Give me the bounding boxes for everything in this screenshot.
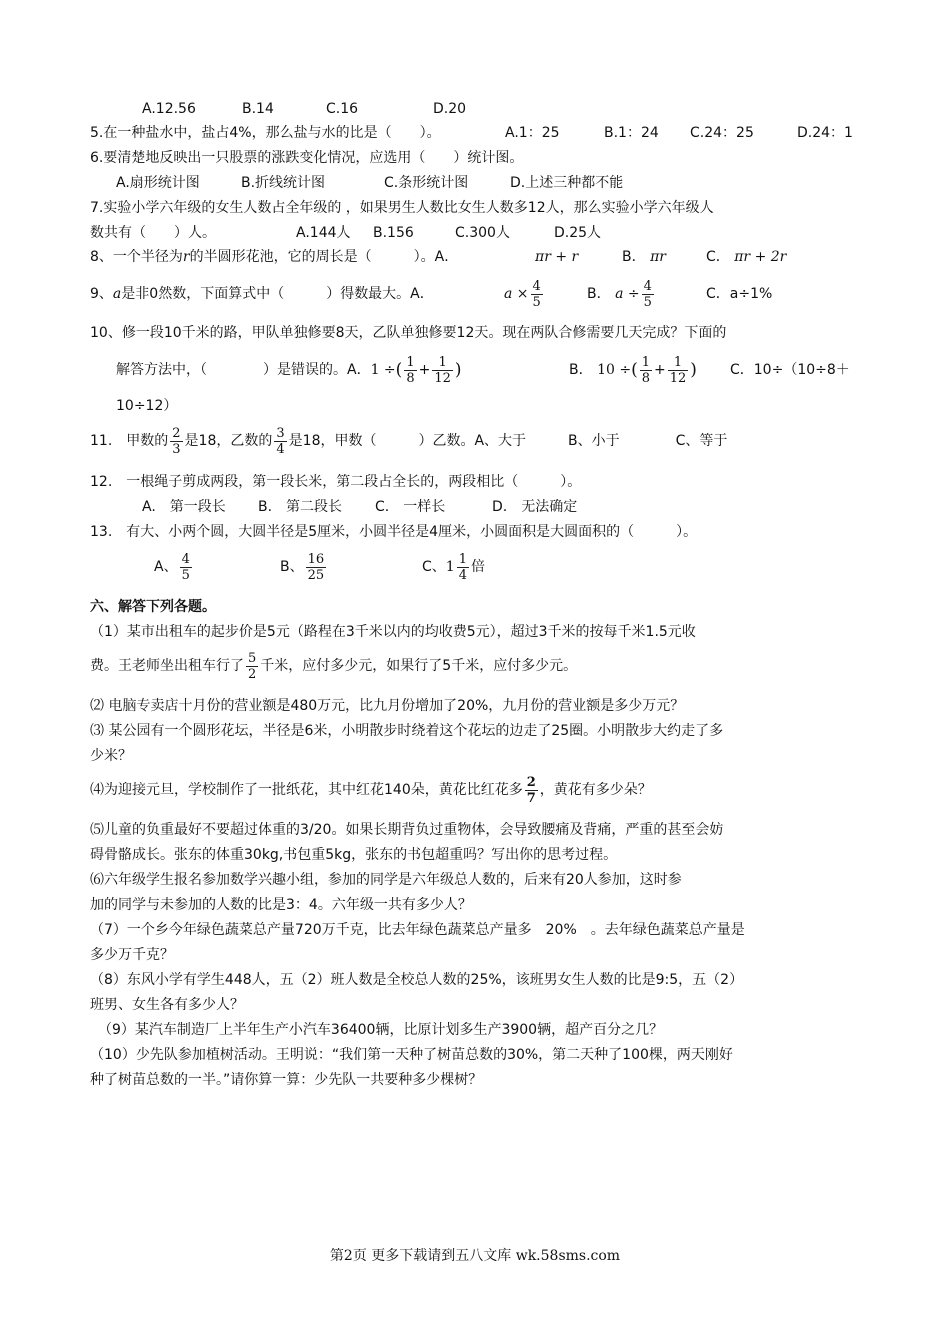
q5-stem: 5.在一种盐水中，盐占4%，那么盐与水的比是（ ）。 — [90, 125, 441, 141]
q4-option-b: B.14 — [242, 101, 274, 117]
q12-stem: 12. 一根绳子剪成两段，第一段长米，第二段占全长的，两段相比（ ）。 — [90, 474, 582, 490]
section-6-title: 六、解答下列各题。 — [90, 599, 216, 615]
q10-option-a-expr: 1 ÷( $\frac{1}{8}$ + $\frac{1}{12}$ ) — [370, 354, 462, 386]
q10-line1: 10、修一段10千米的路，甲队单独修要8天，乙队单独修要12天。现在两队合修需要几天完成？下面的 — [90, 325, 727, 341]
q4-option-d: D.20 — [433, 101, 467, 117]
q12-option-b: B. 第二段长 — [258, 499, 343, 515]
q8-stem: 8、一个半径为r的半圆形花池，它的周长是（ ）。A． — [90, 249, 459, 265]
problem-7-line1: （7）一个乡今年绿色蔬菜总产量720万千克，比去年绿色蔬菜总产量多 20% 。去年绿色蔬菜总产量是 — [90, 922, 745, 938]
problem-8-line2: 班男、女生各有多少人？ — [90, 997, 244, 1013]
q9-stem: 9、a是非0然数，下面算式中（ ）得数最大。A． — [90, 286, 434, 302]
q6-stem: 6.要清楚地反映出一只股票的涨跌变化情况，应选用（ ）统计图。 — [90, 150, 524, 166]
q7-option-b: B.156 — [373, 225, 414, 241]
q10-line3: 10÷12） — [116, 398, 178, 414]
problem-1-line1: （1）某市出租车的起步价是5元（路程在3千米以内的均收费5元），超过3千米的按每千米1.5元收 — [90, 624, 696, 640]
q5-option-a: A.1：25 — [505, 125, 560, 141]
q13-option-c: C、1 $\frac{1}{4}$ 倍 — [422, 551, 485, 583]
q13-stem: 13. 有大、小两个圆，大圆半径是5厘米，小圆半径是4厘米，小圆面积是大圆面积的（ ）。 — [90, 524, 698, 540]
q4-option-c: C.16 — [326, 101, 359, 117]
q6-option-d: D.上述三种都不能 — [510, 175, 624, 191]
q7-line2: 数共有（ ）人。 — [90, 225, 216, 241]
q10-line2: 解答方法中，（ ）是错误的。A．1 ÷( $\frac{1}{8}$ + $\frac{1}{12}$ ) — [116, 354, 462, 386]
q7-line1: 7.实验小学六年级的女生人数占全年级的 ，如果男生人数比女生人数多12人，那么实验小学六年级人 — [90, 200, 714, 216]
problem-7-line2: 多少万千克？ — [90, 947, 174, 963]
q13-option-a: A、 $\frac{4}{5}$ — [154, 551, 190, 583]
q7-option-d: D.25人 — [554, 225, 602, 241]
problem-1-line2: 费。王老师坐出租车行了 $\frac{5}{2}$ 千米，应付多少元，如果行了5千米，应付多少元。 — [90, 650, 578, 682]
q8-option-a-expr: πr + r — [535, 249, 579, 265]
problem-6-line2: 加的同学与未参加的人数的比是3：4。六年级一共有多少人？ — [90, 897, 472, 913]
q7-option-a: A.144人 — [296, 225, 351, 241]
q9-option-c: C．a÷1% — [706, 286, 773, 302]
q8-option-b: B． πr — [622, 249, 666, 265]
q6-option-b: B.折线统计图 — [241, 175, 326, 191]
problem-4: ⑷为迎接元旦，学校制作了一批纸花，其中红花140朵，黄花比红花多 $\frac{2}{7}$ ，黄花有多少朵？ — [90, 774, 652, 806]
q12-option-d: D. 无法确定 — [492, 499, 578, 515]
q8-option-c: C． πr + 2r — [706, 249, 787, 265]
problem-2: ⑵ 电脑专卖店十月份的营业额是480万元，比九月份增加了20%，九月份的营业额是多少万元？ — [90, 698, 685, 714]
problem-10-line1: （10）少先队参加植树活动。王明说：“我们第一天种了树苗总数的30%，第二天种了100棵，两天刚好 — [90, 1047, 733, 1063]
q12-option-c: C. 一样长 — [375, 499, 446, 515]
problem-5-line2: 碍骨骼成长。张东的体重30kg,书包重5kg，张东的书包超重吗？写出你的思考过程。 — [90, 847, 618, 863]
problem-3-line1: ⑶ 某公园有一个圆形花坛，半径是6米，小明散步时绕着这个花坛的边走了25圈。小明散步大约走了多 — [90, 723, 724, 739]
q10-option-c: C．10÷（10÷8＋ — [730, 362, 850, 378]
q5-option-d: D.24：1 — [797, 125, 853, 141]
page-footer: 第2页 更多下载请到五八文库 wk.58sms.com — [329, 1248, 621, 1264]
problem-3-line2: 少米？ — [90, 748, 132, 764]
q11-stem: 11. 甲数的 $\frac{2}{3}$ 是18，乙数的 $\frac{3}{4}$ 是18，甲数（ ）乙数。A、大于 B、小于 C、等于 — [90, 425, 728, 457]
q6-option-a: A.扇形统计图 — [116, 175, 200, 191]
q13-option-b: B、 $\frac{16}{25}$ — [280, 551, 325, 583]
q12-option-a: A. 第一段长 — [142, 499, 226, 515]
q5-option-b: B.1：24 — [604, 125, 659, 141]
q9-option-b: B． a ÷ $\frac{4}{5}$ — [587, 278, 652, 310]
problem-6-line1: ⑹六年级学生报名参加数学兴趣小组，参加的同学是六年级总人数的，后来有20人参加，这时参 — [90, 872, 682, 888]
q10-option-b: B． 10 ÷( $\frac{1}{8}$ + $\frac{1}{12}$ ) — [569, 354, 697, 386]
problem-9: （9）某汽车制造厂上半年生产小汽车36400辆，比原计划多生产3900辆，超产百分之几？ — [98, 1022, 664, 1038]
problem-10-line2: 种了树苗总数的一半。”请你算一算：少先队一共要种多少棵树？ — [90, 1072, 483, 1088]
q6-option-c: C.条形统计图 — [384, 175, 469, 191]
q7-option-c: C.300人 — [455, 225, 510, 241]
problem-8-line1: （8）东风小学有学生448人，五（2）班人数是全校总人数的25%，该班男女生人数的比是9:5，五（2） — [90, 972, 744, 988]
q5-option-c: C.24：25 — [690, 125, 754, 141]
q4-option-a: A.12.56 — [142, 101, 196, 117]
problem-5-line1: ⑸儿童的负重最好不要超过体重的3/20。如果长期背负过重物体，会导致腰痛及背痛，严重的甚至会妨 — [90, 822, 724, 838]
q9-option-a: a × $\frac{4}{5}$ — [504, 278, 541, 310]
